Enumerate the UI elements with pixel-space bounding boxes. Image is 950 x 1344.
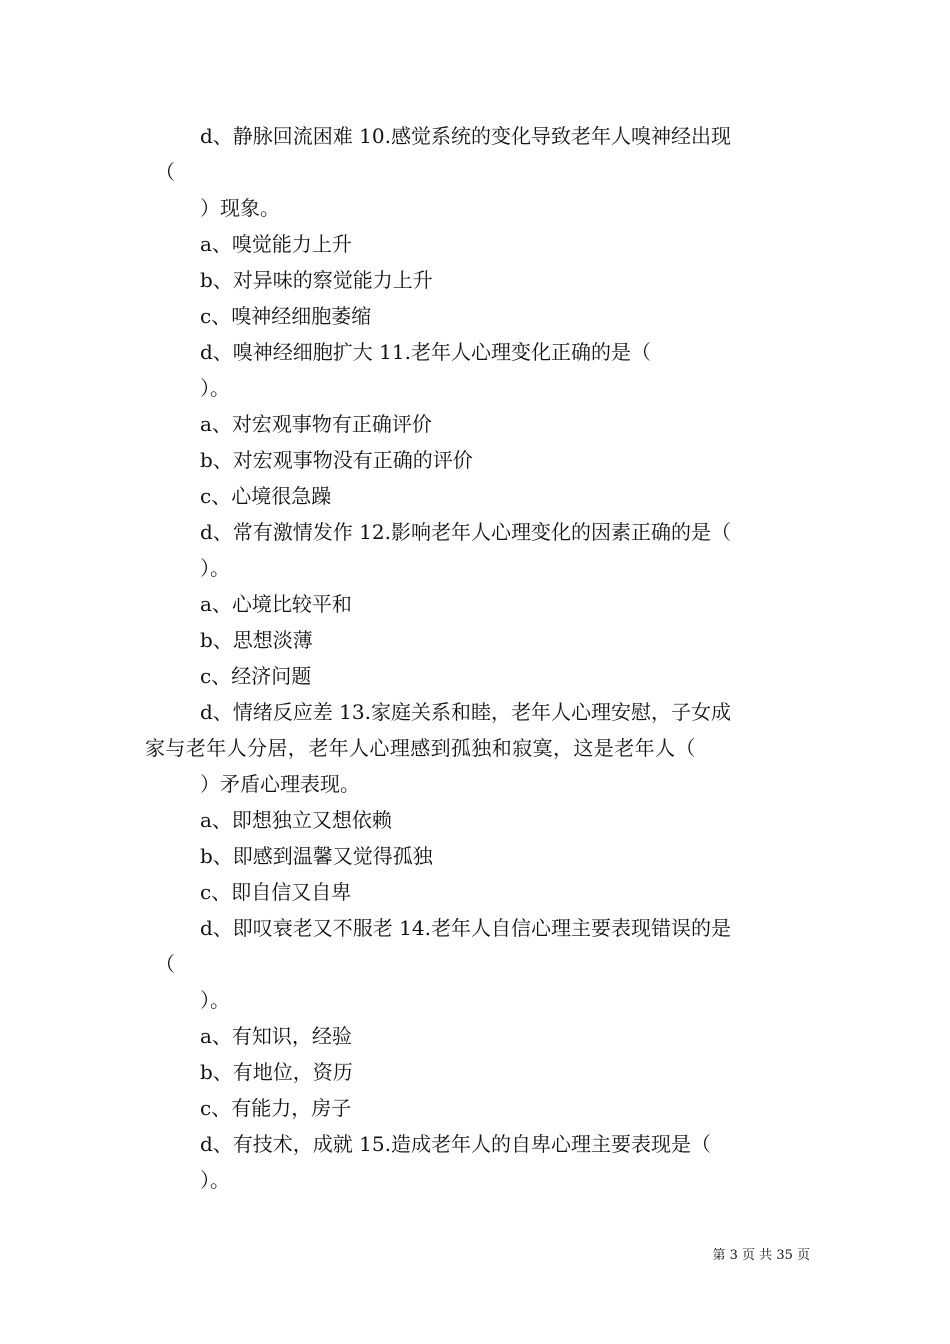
text-line: ）。 <box>200 988 230 1012</box>
text-line: b、有地位，资历 <box>200 1060 353 1084</box>
text-line: （ <box>155 952 175 976</box>
text-line: 家与老年人分居，老年人心理感到孤独和寂寞，这是老年人（ <box>145 736 696 760</box>
text-line: a、嗅觉能力上升 <box>200 232 352 256</box>
text-line: a、对宏观事物有正确评价 <box>200 412 432 436</box>
page-content <box>145 118 810 1198</box>
text-line: d、常有激情发作 12.影响老年人心理变化的因素正确的是（ <box>200 520 731 544</box>
text-line: d、静脉回流困难 10.感觉系统的变化导致老年人嗅神经出现 <box>200 124 731 148</box>
text-line: d、嗅神经细胞扩大 11.老年人心理变化正确的是（ <box>200 340 651 364</box>
text-line: b、即感到温馨又觉得孤独 <box>200 844 433 868</box>
text-line: ）现象。 <box>200 196 280 220</box>
text-line: c、心境很急躁 <box>200 484 332 508</box>
text-line: d、即叹衰老又不服老 14.老年人自信心理主要表现错误的是 <box>200 916 731 940</box>
text-line: d、情绪反应差 13.家庭关系和睦，老年人心理安慰，子女成 <box>200 700 731 724</box>
text-line: a、即想独立又想依赖 <box>200 808 392 832</box>
text-line: c、有能力，房子 <box>200 1096 352 1120</box>
text-line: ）。 <box>200 1168 230 1192</box>
text-line: b、思想淡薄 <box>200 628 313 652</box>
text-line: ）。 <box>200 556 230 580</box>
page-number-footer: 第 3 页 共 35 页 <box>712 1248 810 1263</box>
text-line: c、即自信又自卑 <box>200 880 352 904</box>
text-line: a、心境比较平和 <box>200 592 352 616</box>
text-line: （ <box>155 160 175 184</box>
text-line: ）。 <box>200 376 230 400</box>
text-line: c、嗅神经细胞萎缩 <box>200 304 372 328</box>
text-line: a、有知识，经验 <box>200 1024 352 1048</box>
text-line: ）矛盾心理表现。 <box>200 772 360 796</box>
text-line: b、对异味的察觉能力上升 <box>200 268 433 292</box>
text-line: c、经济问题 <box>200 664 312 688</box>
text-line: b、对宏观事物没有正确的评价 <box>200 448 473 472</box>
text-line: d、有技术，成就 15.造成老年人的自卑心理主要表现是（ <box>200 1132 711 1156</box>
